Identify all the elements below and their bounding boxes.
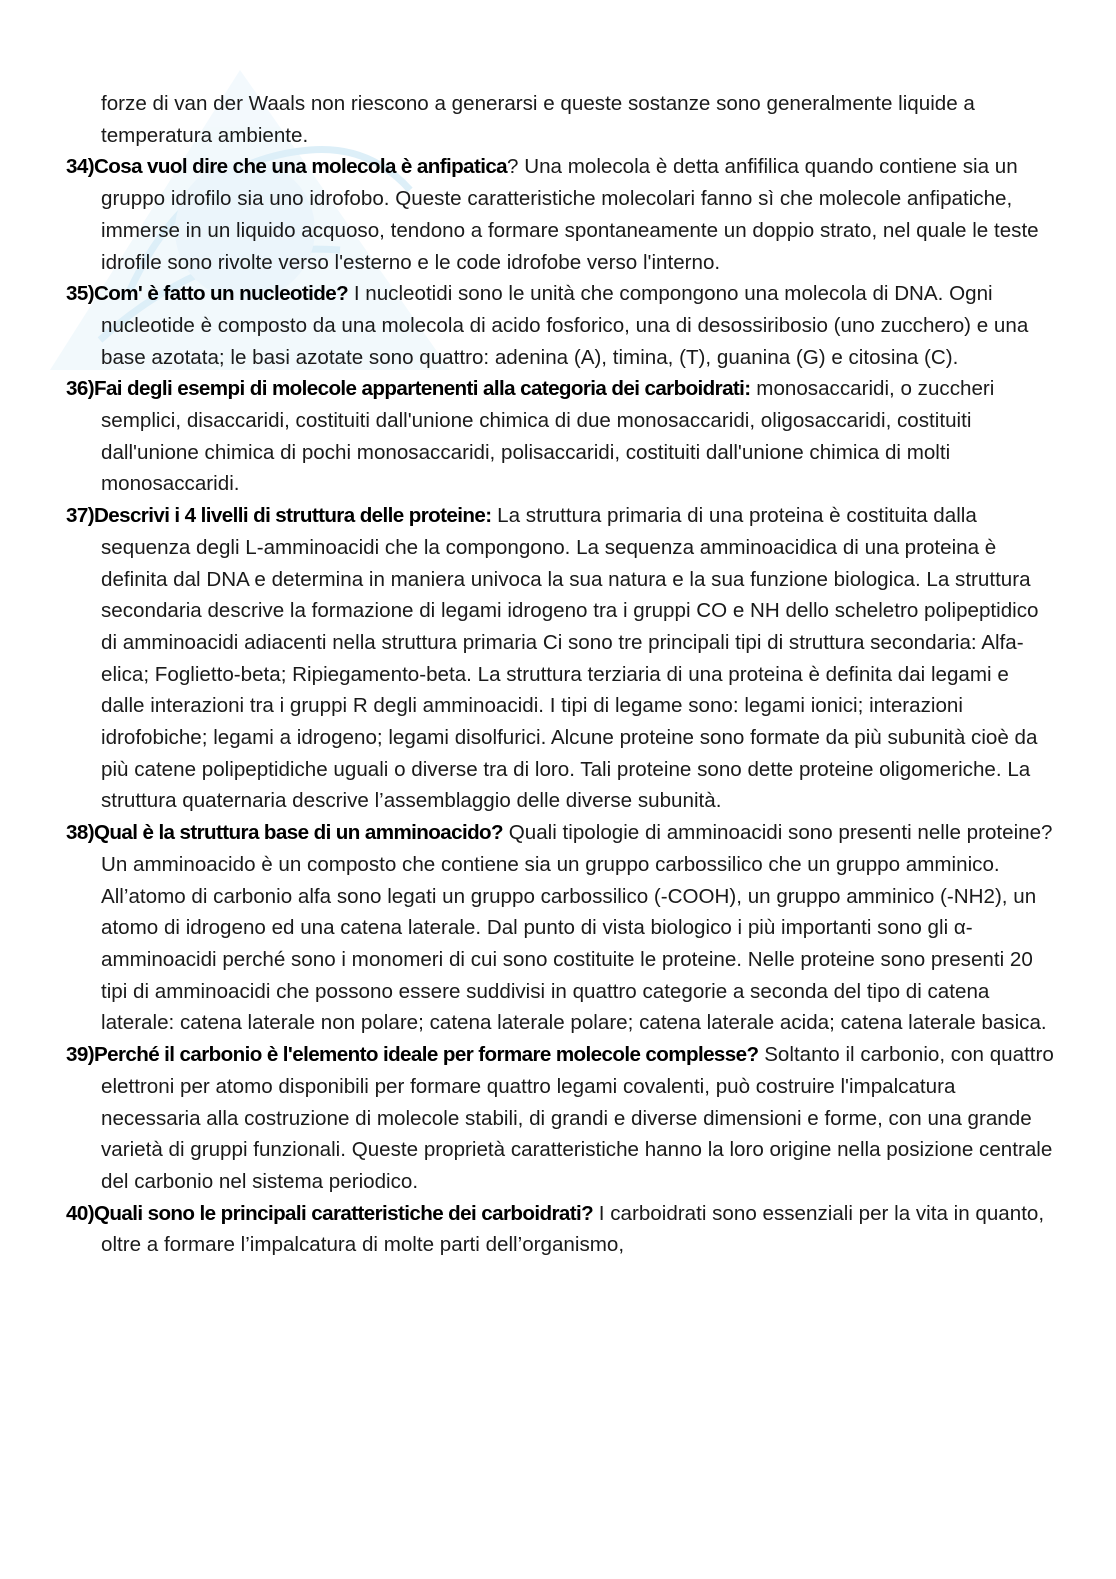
question-text: Com' è fatto un nucleotide? xyxy=(93,282,349,306)
qa-item-35 xyxy=(66,278,1056,373)
qa-item-40 xyxy=(66,1198,1056,1261)
question-number: 38) xyxy=(66,821,94,845)
qa-item-38 xyxy=(66,817,1056,1039)
question-number: 37) xyxy=(66,504,94,528)
answer-text: Soltanto il carbonio, con quattro elettroni per atomo disponibili per formare quattro legami covalenti, può costruire l'impalcatura necessaria alla costruzione di molecole stabili, di grandi e diverse dimensioni e forme, con una grande varietà di gruppi funzionali. Queste proprietà caratteristiche hanno la loro origine nella posizione centrale del carbonio nel sistema periodico. xyxy=(101,1043,1054,1193)
question-text: Quali sono le principali caratteristiche dei carboidrati? xyxy=(93,1201,594,1225)
answer-text: Quali tipologie di amminoacidi sono presenti nelle proteine? Un amminoacido è un composto che contiene sia un gruppo carbossilico che un gruppo amminico. All’atomo di carbonio alfa sono legati un gruppo carbossilico (-COOH), un gruppo amminico (-NH2), un atomo di idrogeno ed una catena laterale. Dal punto di vista biologico i più importanti sono gli α-amminoacidi perché sono i monomeri di cui sono costituite le proteine. Nelle proteine sono presenti 20 tipi di amminoacidi che possono essere suddivisi in quattro categorie a seconda del tipo di catena laterale: catena laterale non polare; catena laterale polare; catena laterale acida; catena laterale basica. xyxy=(101,821,1053,1035)
answer-text: I carboidrati sono essenziali per la vita in quanto, oltre a formare l’impalcatura di molte parti dell’organismo, xyxy=(101,1201,1045,1257)
qa-item-34 xyxy=(66,151,1056,278)
question-text: Fai degli esempi di molecole appartenenti alla categoria dei carboidrati: xyxy=(93,377,751,401)
question-text: Qual è la struttura base di un amminoacido? xyxy=(93,821,504,845)
answer-text: I nucleotidi sono le unità che compongono una molecola di DNA. Ogni nucleotide è composto da una molecola di acido fosforico, una di desossiribosio (uno zucchero) e una base azotata; le basi azotate sono quattro: adenina (A), timina, (T), guanina (G) e citosina (C). xyxy=(101,282,1029,369)
question-number: 36) xyxy=(66,377,94,401)
answer-text: monosaccaridi, o zuccheri semplici, disaccaridi, costituiti dall'unione chimica di due monosaccaridi, oligosaccaridi, costituiti dall'unione chimica di pochi monosaccaridi, polisaccaridi, costituiti dall'unione chimica di molti monosaccaridi. xyxy=(101,377,995,496)
question-number: 35) xyxy=(66,282,94,306)
question-text: Perché il carbonio è l'elemento ideale per formare molecole complesse? xyxy=(93,1043,759,1067)
question-text: Cosa vuol dire che una molecola è anfipatica xyxy=(93,155,508,179)
qa-item-37 xyxy=(66,500,1056,817)
question-number: 40) xyxy=(66,1201,94,1225)
question-text: Descrivi i 4 livelli di struttura delle proteine: xyxy=(93,504,492,528)
answer-text: ? Una molecola è detta anfifilica quando contiene sia un gruppo idrofilo sia uno idrofobo. Queste caratteristiche molecolari fanno sì che molecole anfipatiche, immerse in un liquido acquoso, tendono a formare spontaneamente un doppio strato, nel quale le teste idrofile sono rivolte verso l'esterno e le code idrofobe verso l'interno. xyxy=(101,155,1039,274)
question-number: 39) xyxy=(66,1043,94,1067)
document-page xyxy=(66,88,1056,1261)
qa-item-36 xyxy=(66,373,1056,500)
qa-item-39 xyxy=(66,1039,1056,1198)
answer-text: La struttura primaria di una proteina è costituita dalla sequenza degli L-amminoacidi che la compongono. La sequenza amminoacidica di una proteina è definita dal DNA e determina in maniera univoca la sua natura e la sua funzione biologica. La struttura secondaria descrive la formazione di legami idrogeno tra i gruppi CO e NH dello scheletro polipeptidico di amminoacidi adiacenti nella struttura primaria Ci sono tre principali tipi di struttura secondaria: Alfa-elica; Foglietto-beta; Ripiegamento-beta. La struttura terziaria di una proteina è definita dai legami e dalle interazioni tra i gruppi R degli amminoacidi. I tipi di legame sono: legami ionici; interazioni idrofobiche; legami a idrogeno; legami disolfurici. Alcune proteine sono formate da più subunità cioè da più catene polipeptidiche uguali o diverse tra di loro. Tali proteine sono dette proteine oligomeriche. La struttura quaternaria descrive l’assemblaggio delle diverse subunità. xyxy=(101,504,1039,813)
question-number: 34) xyxy=(66,155,94,179)
continuation-paragraph: forze di van der Waals non riescono a generarsi e queste sostanze sono generalmente liquide a temperatura ambiente. xyxy=(101,92,975,147)
